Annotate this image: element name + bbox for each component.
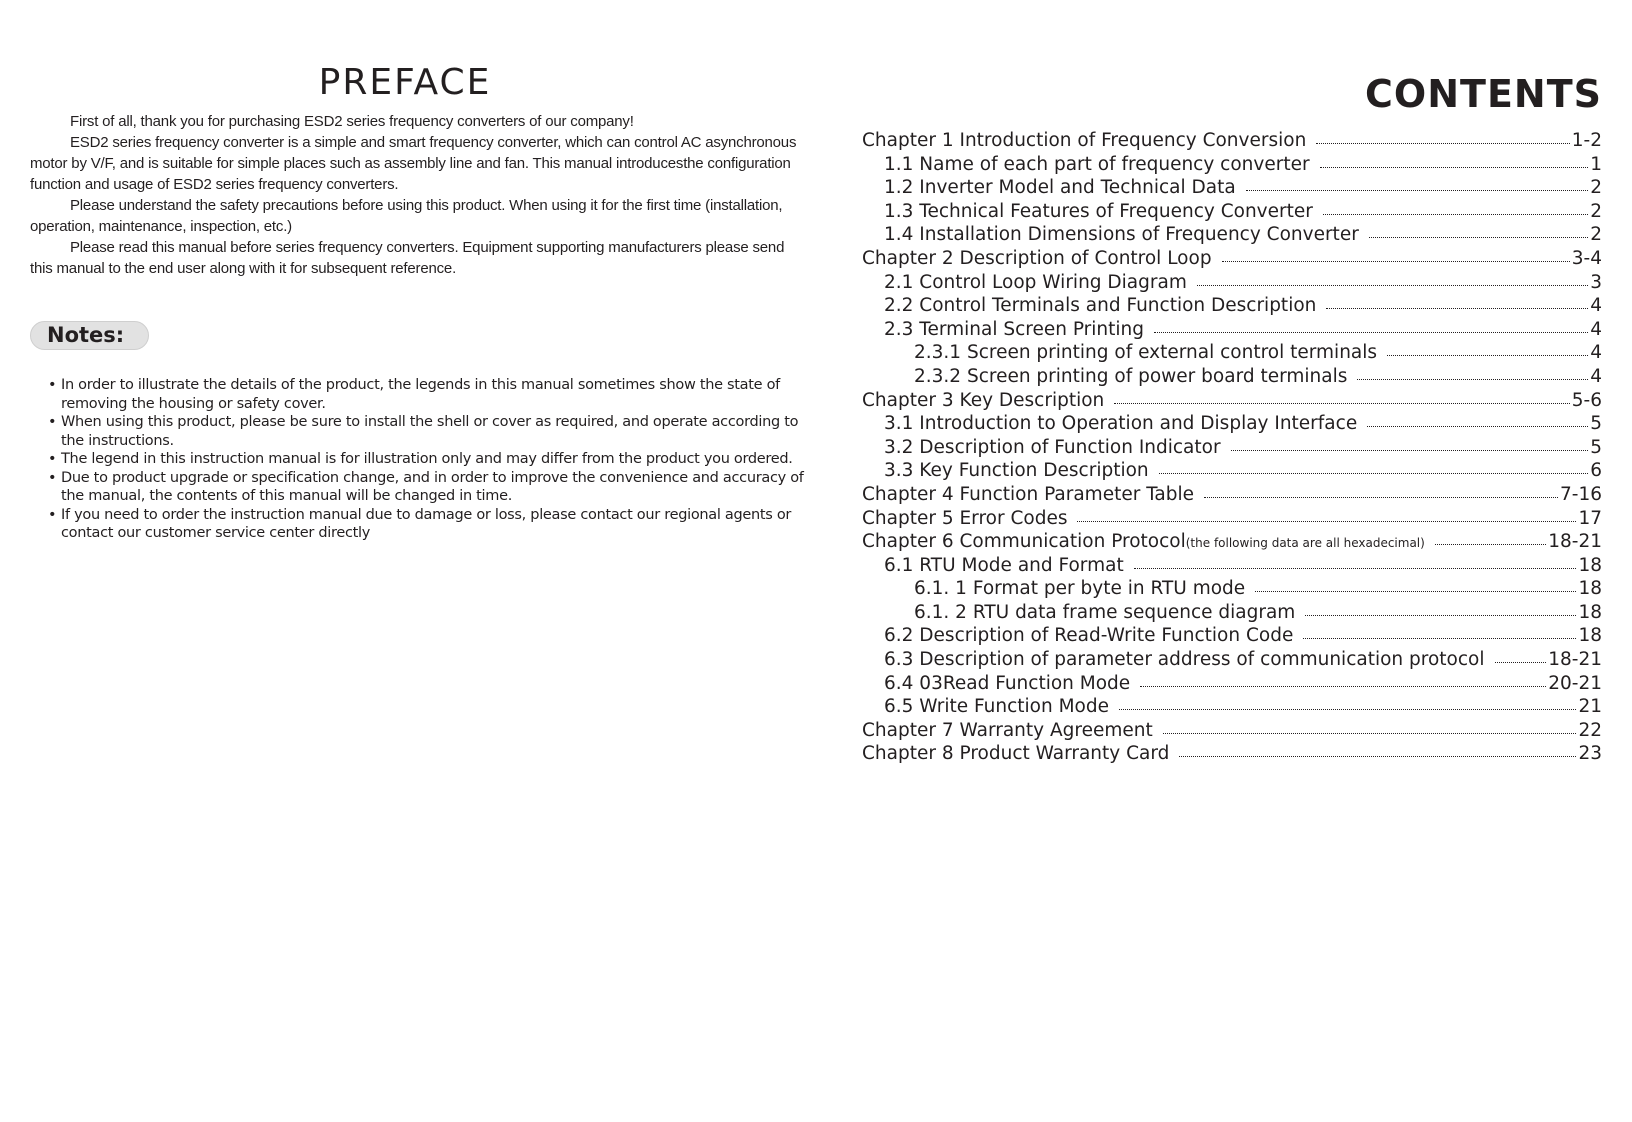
toc-entry-page: 4 — [1590, 318, 1602, 340]
toc-dot-leader — [1134, 564, 1577, 569]
toc-entry[interactable] — [862, 341, 1602, 365]
toc-entry-label: Chapter 5 Error Codes — [862, 507, 1068, 529]
note-item: • The legend in this instruction manual is for illustration only and may differ from the product you ordered. — [48, 450, 808, 469]
toc-dot-leader — [1305, 611, 1576, 616]
toc-entry-label: Chapter 1 Introduction of Frequency Conversion — [862, 130, 1307, 151]
toc-dot-leader — [1077, 517, 1576, 522]
toc-entry-label: Chapter 4 Function Parameter Table — [862, 483, 1195, 505]
toc-entry-page: 6 — [1590, 460, 1602, 482]
toc-entry-label: 3.1 Introduction to Operation and Display Interface — [884, 413, 1358, 435]
toc-entry-label: 1.3 Technical Features of Frequency Converter — [884, 200, 1313, 222]
toc-entry-page: 18 — [1578, 554, 1602, 576]
toc-entry-page: 1-2 — [1571, 130, 1602, 151]
toc-entry[interactable] — [862, 247, 1602, 271]
toc-entry-page: 22 — [1578, 719, 1602, 741]
toc-dot-leader — [1303, 634, 1576, 639]
toc-entry-page: 4 — [1590, 295, 1602, 317]
toc-entry-label: 2.1 Control Loop Wiring Diagram — [884, 271, 1187, 293]
toc-entry-label: 6.1 RTU Mode and Format — [884, 554, 1124, 576]
toc-entry-page: 21 — [1578, 696, 1602, 718]
toc-entry[interactable] — [862, 436, 1602, 460]
preface-page — [30, 62, 804, 543]
toc-entry-label: 1.1 Name of each part of frequency converter — [884, 153, 1310, 175]
toc-entry[interactable] — [862, 483, 1602, 507]
toc-entry-label: 2.2 Control Terminals and Function Description — [884, 295, 1317, 317]
toc-dot-leader — [1114, 399, 1570, 404]
toc-entry[interactable] — [862, 577, 1602, 601]
toc-dot-leader — [1316, 139, 1569, 144]
toc-entry-label: 1.4 Installation Dimensions of Frequency Converter — [884, 224, 1359, 246]
toc-dot-leader — [1246, 186, 1589, 191]
toc-dot-leader — [1222, 257, 1570, 262]
toc-entry-page: 3-4 — [1571, 247, 1602, 269]
toc-entry-label: 6.4 03Read Function Mode — [884, 672, 1131, 694]
toc-entry-label: 2.3.2 Screen printing of power board terminals — [914, 365, 1348, 387]
toc-list — [862, 129, 1602, 766]
toc-dot-leader — [1197, 281, 1588, 286]
notes-heading: Notes: — [30, 321, 149, 350]
toc-entry[interactable] — [862, 719, 1602, 743]
preface-paragraph: Please read this manual before series frequency converters. Equipment supporting manufacturers please send this manual to the end user along with it for subsequent reference. — [30, 239, 785, 277]
toc-entry-note: (the following data are all hexadecimal) — [1185, 536, 1425, 551]
toc-entry-page: 3 — [1590, 271, 1602, 293]
toc-entry-page: 5-6 — [1571, 389, 1602, 411]
toc-entry-label: Chapter 2 Description of Control Loop — [862, 247, 1212, 269]
toc-entry-label: 3.3 Key Function Description — [884, 460, 1149, 482]
toc-entry-page: 2 — [1590, 200, 1602, 222]
toc-entry-page: 18-21 — [1548, 531, 1602, 553]
toc-dot-leader — [1163, 729, 1577, 734]
preface-paragraph: Please understand the safety precautions before using this product. When using it for the first time (installation, operation, maintenance, inspection, etc.) — [30, 197, 783, 235]
toc-entry-label: 2.3.1 Screen printing of external control terminals — [914, 342, 1378, 364]
toc-entry-page: 5 — [1590, 436, 1602, 458]
toc-entry-page: 18 — [1578, 578, 1602, 600]
toc-entry-label: Chapter 3 Key Description — [862, 389, 1105, 411]
toc-entry[interactable] — [862, 271, 1602, 295]
toc-entry[interactable] — [862, 294, 1602, 318]
toc-entry-page: 18 — [1578, 601, 1602, 623]
toc-entry[interactable] — [862, 459, 1602, 483]
toc-entry[interactable] — [862, 176, 1602, 200]
toc-entry-label: 1.2 Inverter Model and Technical Data — [884, 177, 1236, 199]
preface-title: PREFACE — [318, 62, 492, 103]
toc-entry-label: Chapter 8 Product Warranty Card — [862, 743, 1170, 765]
note-item: • Due to product upgrade or specification change, and in order to improve the convenience and accuracy of the manual, the contents of this manual will be changed in time. — [48, 469, 808, 506]
note-item: • In order to illustrate the details of the product, the legends in this manual sometimes show the state of removing the housing or safety cover. — [48, 376, 808, 413]
toc-entry[interactable] — [862, 624, 1602, 648]
toc-entry-label: 6.3 Description of parameter address of communication protocol — [884, 649, 1485, 671]
preface-paragraph: ESD2 series frequency converter is a simple and smart frequency converter, which can control AC asynchronous motor by V/F, and is suitable for simple places such as assembly line and fan. This manual introducesthe configuration function and usage of ESD2 series frequency converters. — [30, 134, 797, 193]
toc-entry-label: 6.5 Write Function Mode — [884, 696, 1109, 718]
contents-title: CONTENTS — [1365, 72, 1602, 116]
toc-entry-page: 18-21 — [1548, 649, 1602, 671]
toc-entry-label: Chapter 7 Warranty Agreement — [862, 719, 1153, 741]
toc-entry[interactable] — [862, 507, 1602, 531]
toc-entry[interactable] — [862, 530, 1602, 554]
toc-entry[interactable] — [862, 648, 1602, 672]
toc-entry-label: 6.2 Description of Read-Write Function Code — [884, 625, 1294, 647]
toc-entry[interactable] — [862, 742, 1602, 766]
toc-entry[interactable] — [862, 601, 1602, 625]
toc-dot-leader — [1179, 752, 1576, 757]
toc-entry-page: 17 — [1578, 507, 1602, 529]
toc-entry-page: 4 — [1590, 342, 1602, 364]
toc-entry[interactable] — [862, 129, 1602, 153]
toc-entry-page: 1 — [1590, 153, 1602, 175]
toc-dot-leader — [1255, 587, 1576, 592]
toc-entry[interactable] — [862, 554, 1602, 578]
toc-dot-leader — [1326, 304, 1588, 309]
toc-entry-page: 2 — [1590, 177, 1602, 199]
toc-entry[interactable] — [862, 223, 1602, 247]
toc-entry-label: 3.2 Description of Function Indicator — [884, 436, 1221, 458]
toc-entry-page: 20-21 — [1548, 672, 1602, 694]
toc-dot-leader — [1154, 328, 1588, 333]
toc-entry-label: 6.1. 1 Format per byte in RTU mode — [914, 578, 1246, 600]
toc-entry[interactable] — [862, 318, 1602, 342]
toc-dot-leader — [1357, 375, 1588, 380]
toc-entry[interactable] — [862, 695, 1602, 719]
toc-entry-page: 7-16 — [1560, 483, 1602, 505]
contents-page — [862, 72, 1602, 766]
toc-entry-label: 6.1. 2 RTU data frame sequence diagram — [914, 601, 1296, 623]
toc-entry-page: 5 — [1590, 413, 1602, 435]
toc-entry-page: 4 — [1590, 365, 1602, 387]
toc-entry-label: Chapter 6 Communication Protocol — [862, 531, 1186, 553]
toc-dot-leader — [1387, 351, 1588, 356]
note-item: • If you need to order the instruction manual due to damage or loss, please contact our regional agents or contact our customer service center directly — [48, 506, 808, 543]
note-item: • When using this product, please be sure to install the shell or cover as required, and operate according to the instructions. — [48, 413, 808, 450]
toc-entry[interactable] — [862, 153, 1602, 177]
toc-dot-leader — [1231, 446, 1589, 451]
toc-dot-leader — [1204, 493, 1558, 498]
toc-entry-label: 2.3 Terminal Screen Printing — [884, 318, 1145, 340]
toc-entry-page: 18 — [1578, 625, 1602, 647]
toc-entry[interactable] — [862, 200, 1602, 224]
toc-entry-page: 2 — [1590, 224, 1602, 246]
toc-entry[interactable] — [862, 672, 1602, 696]
toc-dot-leader — [1320, 163, 1589, 168]
toc-dot-leader — [1367, 422, 1588, 427]
toc-dot-leader — [1495, 658, 1547, 663]
toc-dot-leader — [1159, 469, 1589, 474]
notes-list — [30, 376, 808, 543]
toc-entry-page: 23 — [1578, 743, 1602, 765]
toc-dot-leader — [1119, 705, 1576, 710]
toc-dot-leader — [1369, 233, 1588, 238]
toc-entry[interactable] — [862, 365, 1602, 389]
toc-dot-leader — [1323, 210, 1588, 215]
toc-entry[interactable] — [862, 412, 1602, 436]
preface-paragraph: First of all, thank you for purchasing ESD2 series frequency converters of our company! — [70, 113, 634, 130]
toc-dot-leader — [1435, 540, 1546, 545]
toc-dot-leader — [1140, 682, 1546, 687]
toc-entry[interactable] — [862, 389, 1602, 413]
